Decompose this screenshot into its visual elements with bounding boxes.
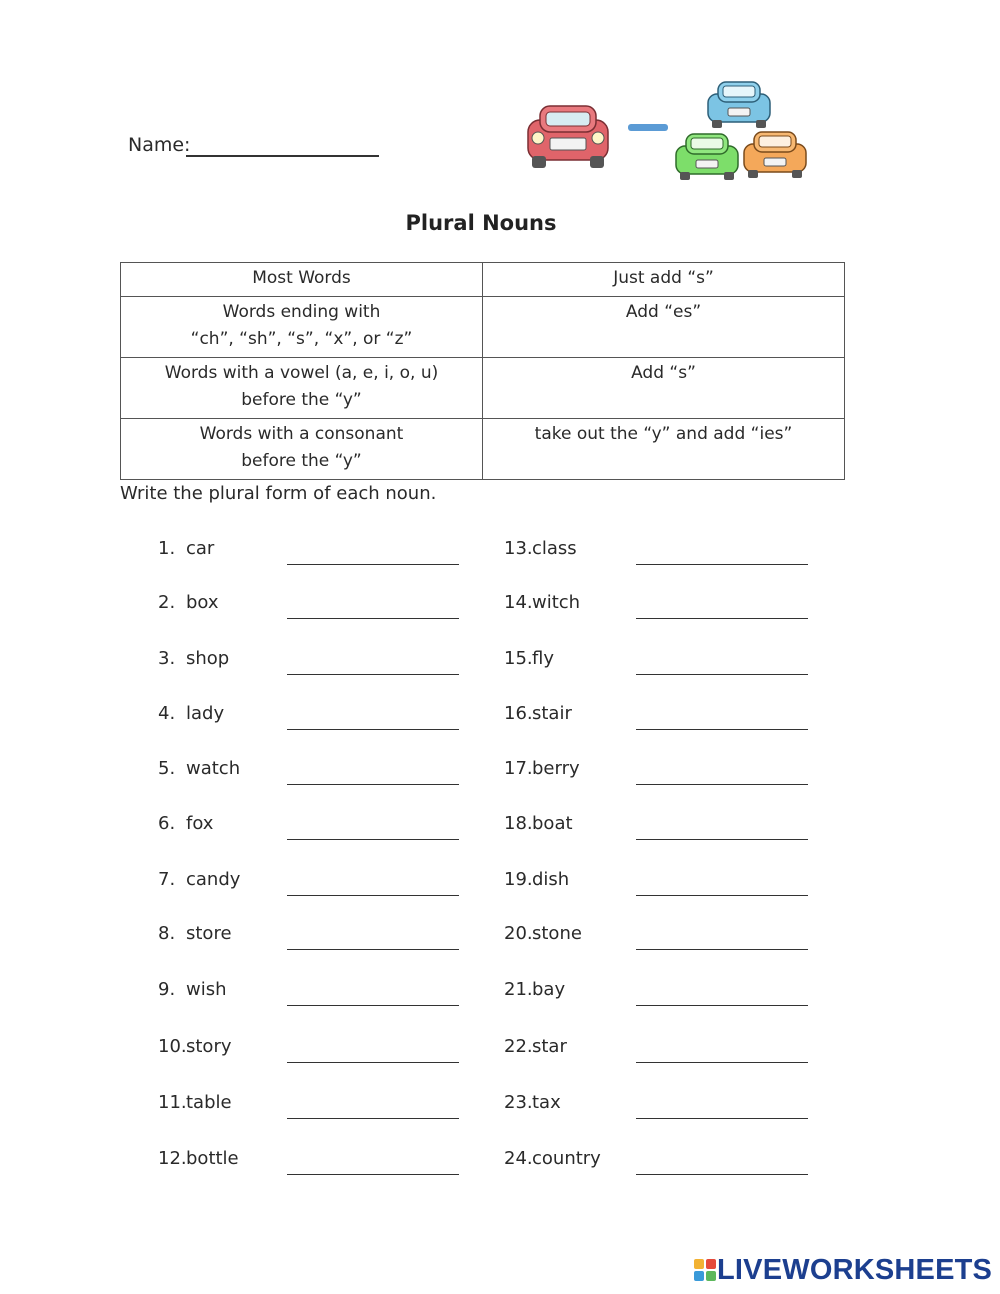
answer-input[interactable]	[636, 592, 808, 619]
item-word: shop	[186, 648, 230, 669]
exercise-item-label	[504, 869, 569, 890]
item-word: country	[532, 1148, 601, 1169]
action-cell	[483, 297, 845, 358]
item-word: car	[186, 538, 215, 559]
rule-cell	[121, 263, 483, 297]
exercise-item-label	[504, 1092, 561, 1113]
exercise-item-label	[158, 1148, 239, 1169]
exercise-item-label	[158, 648, 229, 669]
red-car-icon	[528, 106, 608, 168]
exercise-item-label	[158, 703, 224, 724]
exercise-item-label	[158, 592, 219, 613]
action-cell	[483, 263, 845, 297]
name-label: Name:	[128, 134, 191, 156]
item-word: witch	[532, 592, 581, 613]
item-number: 13.	[504, 538, 533, 559]
name-input[interactable]	[186, 132, 383, 158]
answer-input[interactable]	[636, 1148, 808, 1175]
item-word: dish	[532, 869, 570, 890]
item-word: stone	[532, 923, 582, 944]
item-word: boat	[532, 813, 573, 834]
item-word: lady	[186, 703, 225, 724]
item-number: 12.	[158, 1148, 187, 1169]
exercise-item-label	[504, 1148, 601, 1169]
exercise-item-label	[158, 1036, 232, 1057]
cars-illustration	[520, 76, 815, 188]
exercise-item-label	[504, 923, 582, 944]
item-word: stair	[532, 703, 572, 724]
answer-input[interactable]	[636, 1036, 808, 1063]
item-word: bottle	[186, 1148, 239, 1169]
answer-input[interactable]	[287, 869, 459, 896]
item-word: tax	[532, 1092, 561, 1113]
item-number: 17.	[504, 758, 533, 779]
answer-input[interactable]	[287, 923, 459, 950]
exercise-item-label	[504, 1036, 567, 1057]
answer-input[interactable]	[636, 758, 808, 785]
answer-input[interactable]	[287, 813, 459, 840]
table-row	[121, 419, 845, 480]
rules-table	[120, 262, 845, 480]
blue-car-icon	[708, 82, 770, 128]
item-word: star	[532, 1036, 567, 1057]
item-word: table	[186, 1092, 232, 1113]
item-number: 21.	[504, 979, 533, 1000]
rule-text: Words with a vowel (a, e, i, o, u)	[164, 363, 439, 383]
action-text: take out the “y” and add “ies”	[534, 424, 793, 444]
answer-input[interactable]	[636, 1092, 808, 1119]
exercise-item-label	[504, 813, 573, 834]
item-number: 4.	[158, 703, 176, 724]
item-word: story	[186, 1036, 232, 1057]
exercise-item-label	[158, 869, 240, 890]
action-text: Add “es”	[625, 302, 702, 322]
item-word: store	[186, 923, 232, 944]
answer-input[interactable]	[636, 648, 808, 675]
logo-text: LIVEWORKSHEETS	[717, 1253, 993, 1286]
exercise-item-label	[504, 758, 580, 779]
exercise-item-label	[158, 538, 214, 559]
exercise-item-label	[158, 923, 232, 944]
item-number: 14.	[504, 592, 533, 613]
exercise-item-label	[504, 538, 577, 559]
exercise-item-label	[504, 592, 580, 613]
answer-input[interactable]	[287, 538, 459, 565]
table-row	[121, 358, 845, 419]
rule-text: before the “y”	[241, 451, 362, 471]
item-number: 8.	[158, 923, 176, 944]
item-number: 3.	[158, 648, 176, 669]
answer-input[interactable]	[636, 979, 808, 1006]
action-text: Add “s”	[631, 363, 696, 383]
item-word: box	[186, 592, 219, 613]
item-word: candy	[186, 869, 241, 890]
item-number: 2.	[158, 592, 176, 613]
rule-cell	[121, 297, 483, 358]
item-number: 9.	[158, 979, 176, 1000]
item-number: 15.	[504, 648, 533, 669]
item-word: bay	[532, 979, 566, 1000]
exercise-item-label	[158, 1092, 232, 1113]
table-row	[121, 263, 845, 297]
answer-input[interactable]	[636, 869, 808, 896]
page-title: Plural Nouns	[405, 211, 557, 235]
exercise-item-label	[158, 758, 240, 779]
item-word: class	[532, 538, 577, 559]
answer-input[interactable]	[636, 813, 808, 840]
liveworksheets-logo	[693, 1253, 992, 1287]
exercise-item-label	[504, 648, 554, 669]
item-word: berry	[532, 758, 580, 779]
exercise-item-label	[158, 813, 213, 834]
exercise-item-label	[504, 703, 572, 724]
rule-text: Words with a consonant	[199, 424, 404, 444]
item-number: 10.	[158, 1036, 187, 1057]
exercise-item-label	[504, 979, 565, 1000]
answer-input[interactable]	[287, 1092, 459, 1119]
answer-input[interactable]	[636, 538, 808, 565]
item-number: 7.	[158, 869, 176, 890]
instructions: Write the plural form of each noun.	[120, 483, 437, 504]
item-word: watch	[186, 758, 241, 779]
answer-input[interactable]	[287, 979, 459, 1006]
rule-text: before the “y”	[241, 390, 362, 410]
exercise-item-label	[158, 979, 227, 1000]
action-cell	[483, 358, 845, 419]
table-row	[121, 297, 845, 358]
item-number: 22.	[504, 1036, 533, 1057]
rule-cell	[121, 419, 483, 480]
item-number: 24.	[504, 1148, 533, 1169]
rule-text: Most Words	[252, 268, 351, 288]
rule-text: Words ending with	[222, 302, 381, 322]
arrow-line	[628, 124, 668, 131]
answer-input[interactable]	[287, 1148, 459, 1175]
answer-input[interactable]	[287, 592, 459, 619]
item-number: 1.	[158, 538, 176, 559]
answer-input[interactable]	[636, 703, 808, 730]
answer-input[interactable]	[636, 923, 808, 950]
item-number: 6.	[158, 813, 176, 834]
item-word: fly	[532, 648, 554, 669]
green-car-icon	[676, 134, 738, 180]
item-word: fox	[186, 813, 214, 834]
item-number: 5.	[158, 758, 176, 779]
action-text: Just add “s”	[613, 268, 714, 288]
item-number: 11.	[158, 1092, 187, 1113]
item-number: 20.	[504, 923, 533, 944]
item-number: 23.	[504, 1092, 533, 1113]
item-word: wish	[186, 979, 227, 1000]
rule-text: “ch”, “sh”, “s”, “x”, or “z”	[190, 329, 413, 349]
answer-input[interactable]	[287, 648, 459, 675]
item-number: 19.	[504, 869, 533, 890]
liveworksheets-logo-icon	[693, 1258, 717, 1282]
answer-input[interactable]	[287, 1036, 459, 1063]
action-cell	[483, 419, 845, 480]
answer-input[interactable]	[287, 703, 459, 730]
item-number: 16.	[504, 703, 533, 724]
rule-cell	[121, 358, 483, 419]
answer-input[interactable]	[287, 758, 459, 785]
orange-car-icon	[744, 132, 806, 178]
item-number: 18.	[504, 813, 533, 834]
